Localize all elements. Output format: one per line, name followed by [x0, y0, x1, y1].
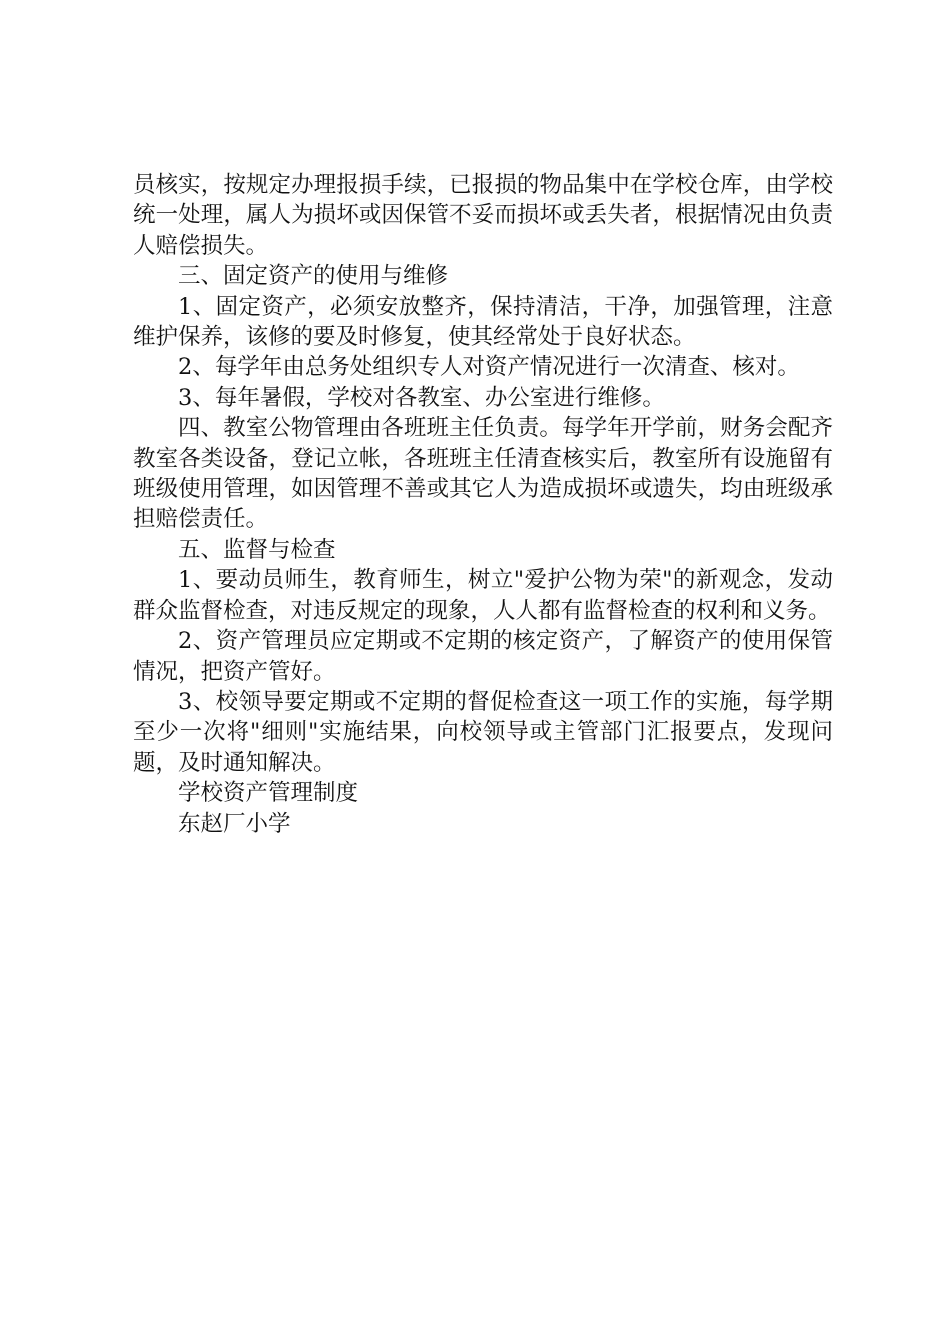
- heading-section-five: 五、监督与检查: [178, 536, 336, 563]
- paragraph-item-3-leadership: 3、校领导要定期或不定期的督促检查这一项工作的实施，每学期至少一次将"细则"实施结果，向校领导或主管部门汇报要点，发现问题，及时通知解决。: [133, 688, 833, 776]
- heading-section-three: 三、固定资产的使用与维修: [178, 263, 449, 290]
- paragraph-loss-reporting: 员核实，按规定办理报损手续，已报损的物品集中在学校仓库，由学校统一处理，属人为损坏或因保管不妥而损坏或丢失者，根据情况由负责人赔偿损失。: [133, 172, 833, 259]
- school-name: 东赵厂小学: [178, 810, 291, 837]
- paragraph-section-four: 四、教室公物管理由各班班主任负责。每学年开学前，财务会配齐教室各类设备，登记立帐，各班班主任清查核实后，教室所有设施留有班级使用管理，如因管理不善或其它人为造成损坏或遗失，均由班级承担赔偿责任。: [133, 415, 833, 533]
- document-title-footer: 学校资产管理制度: [178, 780, 359, 807]
- paragraph-item-3-repair: 3、每年暑假，学校对各教室、办公室进行维修。: [178, 384, 665, 411]
- paragraph-item-1-maintenance: 1、固定资产，必须安放整齐，保持清洁，干净，加强管理，注意维护保养，该修的要及时修复，使其经常处于良好状态。: [133, 293, 833, 351]
- paragraph-item-2-asset-manager: 2、资产管理员应定期或不定期的核定资产，了解资产的使用保管情况，把资产管好。: [133, 628, 833, 685]
- document-body: [133, 170, 833, 839]
- paragraph-item-1-supervision: 1、要动员师生，教育师生，树立"爱护公物为荣"的新观念，发动群众监督检查，对违反规定的现象，人人都有监督检查的权利和义务。: [133, 567, 833, 624]
- paragraph-item-2-inventory: 2、每学年由总务处组织专人对资产情况进行一次清查、核对。: [178, 354, 800, 381]
